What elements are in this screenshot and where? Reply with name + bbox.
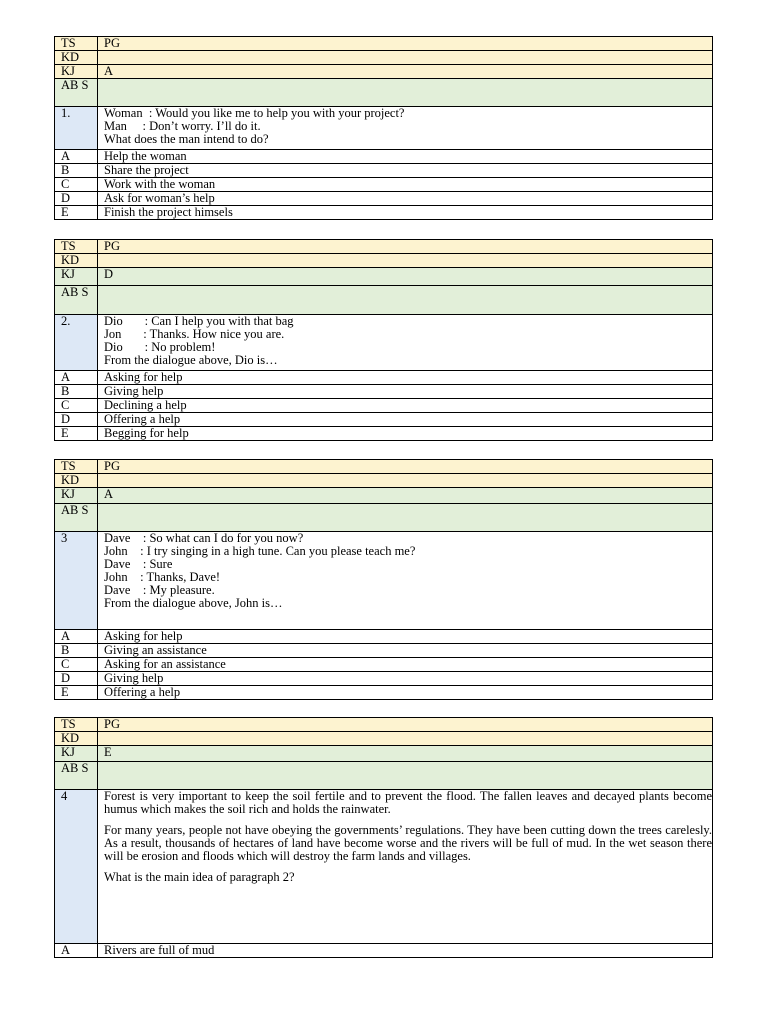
option-letter: E (55, 206, 98, 220)
option-text: Declining a help (98, 399, 713, 413)
option-text: Finish the project himsels (98, 206, 713, 220)
kd-label: KD (55, 51, 98, 65)
abs-value (98, 504, 713, 532)
dialogue-line: John : Thanks, Dave! (104, 570, 221, 584)
option-letter: D (55, 672, 98, 686)
question-number: 1. (55, 107, 98, 150)
option-letter: C (55, 178, 98, 192)
option-letter: E (55, 686, 98, 700)
dialogue-line: Dave : Sure (104, 557, 173, 571)
question-table-4 (54, 717, 713, 958)
abs-label: AB S (55, 504, 98, 532)
dialogue-line: John : I try singing in a high tune. Can you please teach me? (104, 544, 416, 558)
option-text: Share the project (98, 164, 713, 178)
paragraph-1: Forest is very important to keep the soil fertile and to prevent the flood. The fallen leaves and decayed plants become humus which makes the soil rich and holds the rainwater. (104, 789, 712, 816)
dialogue-line: Dave : So what can I do for you now? (104, 531, 304, 545)
abs-label: AB S (55, 286, 98, 315)
kd-value (98, 474, 713, 488)
option-text: Begging for help (98, 427, 713, 441)
kj-value: D (98, 268, 713, 286)
ts-value: PG (98, 37, 713, 51)
dialogue-line: From the dialogue above, John is… (104, 596, 283, 610)
dialogue-line: Dave : My pleasure. (104, 583, 215, 597)
question-text (98, 315, 713, 371)
option-text: Offering a help (98, 686, 713, 700)
dialogue-line: Jon : Thanks. How nice you are. (104, 327, 285, 341)
ts-label: TS (55, 37, 98, 51)
question-table-2 (54, 239, 713, 441)
option-letter: D (55, 192, 98, 206)
question-table-1 (54, 36, 713, 220)
abs-label: AB S (55, 79, 98, 107)
kd-value (98, 732, 713, 746)
abs-label: AB S (55, 762, 98, 790)
dialogue-line: Dio : No problem! (104, 340, 216, 354)
option-text: Asking for an assistance (98, 658, 713, 672)
option-text: Asking for help (98, 630, 713, 644)
kj-label: KJ (55, 268, 98, 286)
option-text: Ask for woman’s help (98, 192, 713, 206)
question-number: 2. (55, 315, 98, 371)
option-letter: C (55, 399, 98, 413)
option-letter: B (55, 385, 98, 399)
option-letter: A (55, 371, 98, 385)
option-letter: A (55, 944, 98, 958)
option-letter: B (55, 644, 98, 658)
option-letter: E (55, 427, 98, 441)
kj-value: A (98, 65, 713, 79)
dialogue-line: Dio : Can I help you with that bag (104, 314, 294, 328)
kj-value: A (98, 488, 713, 504)
ts-label: TS (55, 240, 98, 254)
abs-value (98, 286, 713, 315)
dialogue-line: Man : Don’t worry. I’ll do it. (104, 119, 261, 133)
question-table-3 (54, 459, 713, 700)
question-prompt: What is the main idea of paragraph 2? (104, 870, 295, 884)
abs-value (98, 762, 713, 790)
option-letter: C (55, 658, 98, 672)
kj-label: KJ (55, 746, 98, 762)
dialogue-line: Woman : Would you like me to help you with your project? (104, 106, 405, 120)
question-text (98, 532, 713, 630)
ts-value: PG (98, 718, 713, 732)
option-letter: D (55, 413, 98, 427)
option-text: Offering a help (98, 413, 713, 427)
kd-label: KD (55, 732, 98, 746)
ts-label: TS (55, 460, 98, 474)
option-letter: A (55, 150, 98, 164)
option-text: Work with the woman (98, 178, 713, 192)
option-text: Asking for help (98, 371, 713, 385)
option-text: Giving help (98, 672, 713, 686)
dialogue-line: What does the man intend to do? (104, 132, 269, 146)
kd-value (98, 254, 713, 268)
option-letter: A (55, 630, 98, 644)
ts-value: PG (98, 240, 713, 254)
option-text: Help the woman (98, 150, 713, 164)
option-text: Giving an assistance (98, 644, 713, 658)
kj-value: E (98, 746, 713, 762)
ts-value: PG (98, 460, 713, 474)
question-number: 4 (55, 790, 98, 944)
reading-passage (98, 790, 713, 944)
kj-label: KJ (55, 488, 98, 504)
kd-value (98, 51, 713, 65)
kd-label: KD (55, 474, 98, 488)
question-text (98, 107, 713, 150)
kj-label: KJ (55, 65, 98, 79)
dialogue-line: From the dialogue above, Dio is… (104, 353, 278, 367)
ts-label: TS (55, 718, 98, 732)
option-letter: B (55, 164, 98, 178)
abs-value (98, 79, 713, 107)
option-text: Giving help (98, 385, 713, 399)
paragraph-2: For many years, people not have obeying the governments’ regulations. They have been cutting down the trees carelesly. As a result, thousands of hectares of land have become worse and the rivers will be full of mud. In the wet season there will be erosion and floods which will destroy the farm lands and villages. (104, 823, 712, 863)
question-number: 3 (55, 532, 98, 630)
option-text: Rivers are full of mud (98, 944, 713, 958)
kd-label: KD (55, 254, 98, 268)
